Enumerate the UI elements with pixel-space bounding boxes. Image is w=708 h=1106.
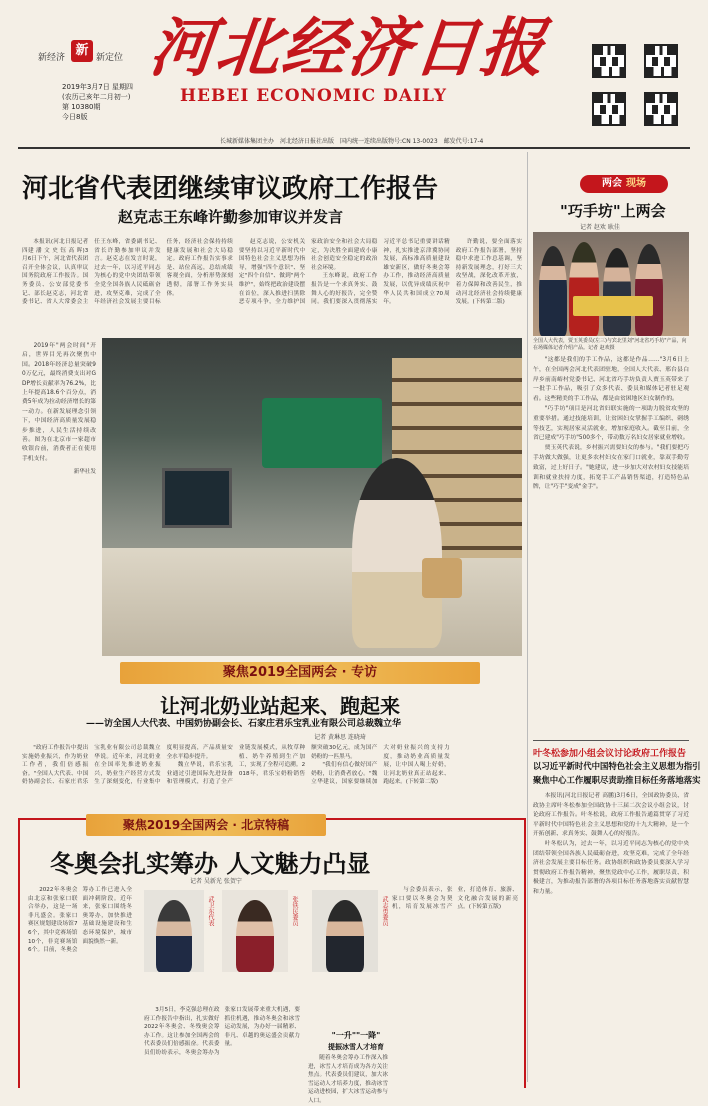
- olympic-side-sub: 提振冰雪人才培育: [328, 1043, 384, 1051]
- lead-headline: 河北省代表团继续审议政府工作报告: [22, 174, 439, 204]
- qr-code-1[interactable]: [592, 44, 626, 78]
- masthead: [0, 0, 708, 145]
- study-headline-1: 叶冬松参加小组会议讨论政府工作报告: [533, 749, 687, 759]
- issue-number: 第 10380期: [62, 103, 101, 111]
- lead-paragraph-1: 本报讯(河北日报记者 四建 潘 文 史 钰 高 晖)3月6日下午，河北省代表团召开全体会议，认真审议国务院政府工作报告。国务委员、公安部党委书记、部长赵克志，河北省委书记、省人大常委会主任王东峰，省委副书记、省长许勤参加审议并发言。赵克志在发言时说，过去一年，以习近平同志为核心的党中央团结带领全党全国各族人民砥砺奋进，攻坚克难，完成了全年经济社会发展主要目标任务，经济社会保持持续健康发展和社会大局稳定。政府工作报告实事求是、站位高远，总结成绩客观全面，分析形势深刻透彻，部署工作务实具体。: [22, 239, 233, 306]
- portrait-1: [144, 890, 204, 972]
- portrait-1-name: 武卫东代表: [207, 896, 214, 926]
- brand-right: 新定位: [96, 53, 124, 63]
- study-headline-2: 以习近平新时代中国特色社会主义思想为指引: [533, 761, 701, 771]
- study-headline-3: 聚焦中心工作履职尽责助推目标任务落地落实: [533, 775, 701, 785]
- olympic-body-mid: 3月5日，李克强总理在政府工作报告中指出，扎实做好2022年冬奥会、冬残奥会筹办工作。这让参加全国两会的代表委员们倍感振奋。代表委员们纷纷表示，冬奥会筹办为张家口发展带来重大机遇，要抓住机遇，推动冬奥会和冰雪运动发展，为办好一届精彩、非凡、卓越的奥运盛会贡献力量。: [144, 1007, 300, 1056]
- lead-body-col: [22, 238, 522, 334]
- lunar-date: (农历己亥年二月初一): [62, 93, 131, 101]
- photo-credit: 新华社发: [73, 469, 96, 476]
- portrait-3: [312, 890, 378, 972]
- olympic-side-body: 随着冬奥会筹办工作深入推进，冰雪人才培育成为各方关注焦点。代表委员们建议，加大冰雪运动人才培养力度，推动冰雪运动进校园，扩大冰雪运动参与人口。: [308, 1055, 388, 1104]
- lianghui-photo: [533, 232, 689, 336]
- portrait-2-name: 张铁民委员: [291, 896, 298, 926]
- study-body: 本报讯(河北日报记者 高鹏)3月6日，全国政协委员、省政协主席叶冬松参加全国政协十三届二次会议小组会议，讨论政府工作报告。叶冬松说，政府工作报告通篇贯穿了习近平新时代中国特色社会主义思想和党的十九大精神，是一个开拓创新、求真务实、鼓舞人心的好报告。 叶冬松认为，过去一年，以习近平同志为核心的党中央团结带领全国各族人民砥砺奋进，攻坚克难，完成了全年经济社会发展主要目标任务。政协组织和政协委员要深入学习贯彻政府工作报告精神，聚焦党政中心工作，履职尽责、积极建言，为推动报告部署的各项目标任务落地落实贡献智慧和力量。: [533, 793, 689, 895]
- masthead-rule: [18, 147, 690, 149]
- lead-paragraph-2: 赵克志说，公安机关要坚持以习近平新时代中国特色社会主义思想为指导，增强"四个意识"、坚定"四个自信"、做到"两个维护"，始终把政治建设摆在首位，深入推进扫黑除恶专项斗争，全力维护国家政治安全和社会大局稳定，为决胜全面建成小康社会创造安全稳定的政治社会环境。: [238, 239, 378, 306]
- lianghui-caption: 全国人大代表，贾玉英委员(左三)与宾北里刘"河北省巧手坊"产品，向在场媒体记者介绍产品。记者 赵欢摄: [533, 338, 687, 351]
- olympic-headline: 冬奥会扎实筹办 人文魅力凸显: [50, 850, 371, 878]
- interview-headline: 让河北奶业站起来、跑起来: [160, 694, 400, 718]
- shopping-bag: [422, 558, 462, 598]
- date: 2019年3月7日: [62, 83, 110, 91]
- brand-seal: 新: [71, 40, 93, 62]
- interview-byline: 记者 黄琳思 连晓琦: [314, 734, 366, 741]
- interview-banner: 聚焦2019全国两会 · 专访: [120, 662, 480, 684]
- shopper-figure: [352, 458, 442, 648]
- qr-code-3[interactable]: [592, 92, 626, 126]
- lianghui-headline: "巧手坊"上两会: [560, 202, 666, 220]
- newspaper-title-en: HEBEI ECONOMIC DAILY: [180, 86, 447, 106]
- screen: [162, 468, 232, 528]
- olympic-side-title: "一升""一降": [331, 1031, 381, 1040]
- weekday: 星期四: [111, 83, 133, 91]
- date-info: [62, 82, 172, 122]
- lianghui-tag: [580, 175, 668, 193]
- page-count: 今日8版: [62, 113, 88, 121]
- info-bar: 长城新媒体集团主办 河北经济日报社出版 国内统一连续出版物号:CN 13-0023 邮发代号:17-4: [220, 138, 484, 145]
- lead-subheadline: 赵克志王东峰许勤参加审议并发言: [118, 208, 344, 226]
- brand-left: 新经济: [38, 53, 66, 63]
- interview-subheadline: ——访全国人大代表、中国奶协副会长、石家庄君乐宝乳业有限公司总裁魏立华: [86, 719, 402, 729]
- lead-paragraph-3: 王东峰说，政府工作报告是一个求真务实、鼓舞人心的好报告，完全赞同。我们要深入贯彻落实习近平总书记重要讲话精神，扎实推进京津冀协同发展，高标准高质量建设雄安新区，做好冬奥会筹办工作，推动经济高质量发展，以优异成绩庆祝中华人民共和国成立70周年。: [311, 239, 450, 306]
- lead-sidebar-text: 2019年"两会时间"开启，世界目光再次聚焦中国。2018年经济总量突破90万亿元，最终消费支出对GDP增长贡献率为76.2%，比上年提高18.6个百分点，消费5年成为拉动经济增长的第一动力。在新发展理念引领下，中国经济高质量发展稳步推进，人民生活持续改善。图为在北京市一家超市收银台前，消费者正在使用手机支付。 新华社发: [22, 343, 96, 476]
- column-divider: [527, 152, 528, 1082]
- olympic-body-left: 2022年冬奥会由北京和张家口联合举办，这是一场非凡盛会。张家口赛区规划建设场馆76个，其中竞赛场馆10个，非竞赛场馆6个。目前，冬奥会筹办工作已进入全面冲刺阶段。近年来，张家口围绕冬奥筹办，加快推进基础设施建设和生态环境保护，城市面貌焕然一新。: [28, 887, 132, 954]
- lead-photo: [102, 338, 522, 656]
- right-divider: [533, 740, 689, 741]
- qr-code-4[interactable]: [644, 92, 678, 126]
- portrait-3-name: 武志勇委员: [381, 896, 388, 926]
- lianghui-tag-text-2: 现场: [626, 178, 646, 189]
- lianghui-body: "这都是我们的手工作品，这都是作品……"3月6日上午，在全国两会河北代表团驻地，全国人大代表、邢台县白岸乡前南峪村党委书记、河北省巧手坊负责人贾玉英带来了一批手工作品，吸引了众多代表、委员和媒体记者驻足观看。这些精美的手工作品，都是由贫困地区妇女制作的。 "巧手坊"项目是河北省妇联实施的一项助力脱贫攻坚的重要举措。通过技能培训，让贫困妇女掌握手工编织、刺绣等技艺，实现居家灵活就业，增加家庭收入。截至目前，全省已建成"巧手坊"500多个，带动数万名妇女居家就业增收。 贾玉英代表说，乡村振兴需要妇女的参与。"我们要把巧手坊做大做强，让更多农村妇女在家门口就业，靠双手勤劳致富，过上好日子。"她建议，进一步加大对农村妇女技能培训和就业扶持力度，拓宽手工产品销售渠道，打造特色品牌，让"巧手"变成"金手"。: [533, 357, 689, 491]
- qr-code-2[interactable]: [644, 44, 678, 78]
- olympic-body-right: 与会委员表示，张家口要以冬奥会为契机，培育发展冰雪产业，打造体育、旅游、文化融合发展的新亮点。(下转第五版): [392, 887, 518, 911]
- portrait-2: [222, 890, 288, 972]
- brand-logo: [38, 28, 128, 68]
- checkout-sign: [262, 398, 382, 468]
- interview-body: "政府工作报告中提出实施奶业振兴，作为奶业工作者，我们倍感振奋。"全国人大代表、中国奶协副会长、石家庄君乐宝乳业有限公司总裁魏立华说。近年来，河北奶业在全国率先推进奶业振兴，奶业生产经营方式发生了深刻变化，行业集中度明显提高，产品质量安全水平稳步提升。 魏立华说，君乐宝乳业通过引进国际先进设备和管理模式，打造了全产业链发展模式，从牧草种植、奶牛养殖到生产加工，实现了全程可追溯。2018年，君乐宝奶粉销售额突破30亿元，成为国产奶粉的一匹黑马。 "我们有信心做好国产奶粉，让消费者放心。"魏立华建议，国家要继续加大对奶业振兴的支持力度，推动奶业高质量发展，让中国人喝上好奶，让河北奶业真正站起来、跑起来。(下转第二版): [22, 745, 450, 786]
- newspaper-title: 河北经济日报: [146, 11, 550, 86]
- olympic-banner: 聚焦2019全国两会 · 北京特稿: [86, 814, 326, 836]
- lianghui-tag-text: 两会: [602, 178, 622, 189]
- lead-paragraph-4: 许勤说，要全面落实政府工作报告部署，坚持稳中求进工作总基调，坚持新发展理念，打好三大攻坚战，深化改革开放，着力保障和改善民生，推动河北经济社会持续健康发展。(下转第二版): [455, 239, 522, 306]
- lianghui-byline: 记者 赵欢 耿佳: [580, 224, 620, 231]
- olympic-byline: 记者 吴新光 张贺宁: [190, 878, 242, 885]
